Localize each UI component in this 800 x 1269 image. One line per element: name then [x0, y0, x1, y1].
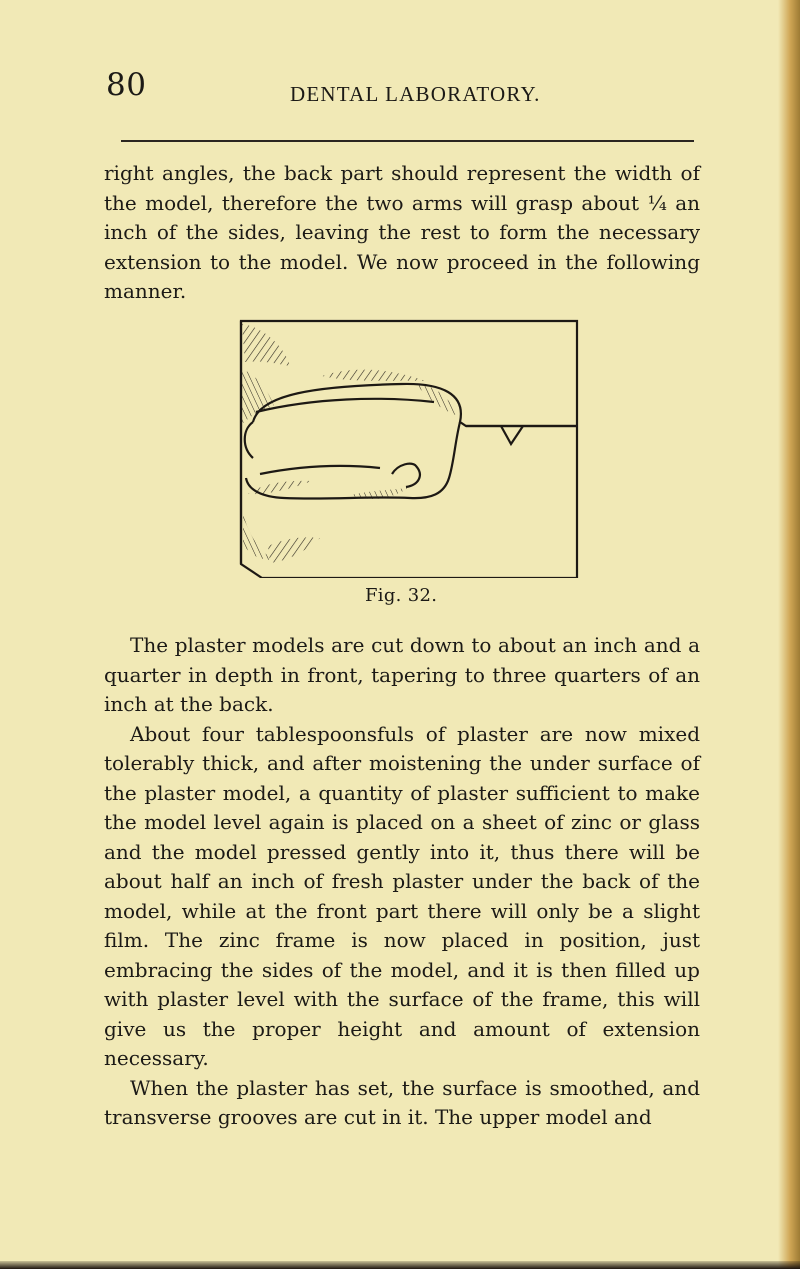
paragraph: About four tablespoonsfuls of plaster are now mixed tolerably thick, and after moistening the under surface of the plaster model, a quantity of plaster sufficient to make the model level again is placed on a sheet of zinc or glass and the model pressed gently into it, thus there will be about half an inch of fresh plaster under the back of the model, while at the front part there will only be a slight film. The zinc frame is now placed in position, just embracing the sides of the model, and it is then filled up with plaster level with the surface of the frame, this will give us the proper height and amount of extension necessary. [104, 721, 700, 1070]
figure-32 [220, 314, 586, 578]
page-number: 80 [106, 67, 147, 103]
header-rule [121, 140, 694, 142]
figure-32-illustration [220, 314, 586, 578]
intro-paragraph [104, 159, 700, 307]
page-edge-shadow [778, 0, 800, 1269]
intro-text: right angles, the back part should represent the width of the model, therefore the two arms will grasp about ¼ an inch of the sides, leaving the rest to form the necessary extension to the model. We now proceed in the following manner. [104, 161, 700, 303]
paragraph: When the plaster has set, the surface is smoothed, and transverse grooves are cut in it. The upper model and [104, 1075, 700, 1129]
figure-caption: Fig. 32. [365, 585, 438, 606]
running-head: DENTAL LABORATORY. [290, 82, 541, 106]
page-bottom-edge [0, 1261, 800, 1269]
body-text [104, 631, 700, 1133]
paragraph: The plaster models are cut down to about an inch and a quarter in depth in front, tapering to three quarters of an inch at the back. [104, 633, 700, 716]
model-hatching [242, 324, 458, 563]
